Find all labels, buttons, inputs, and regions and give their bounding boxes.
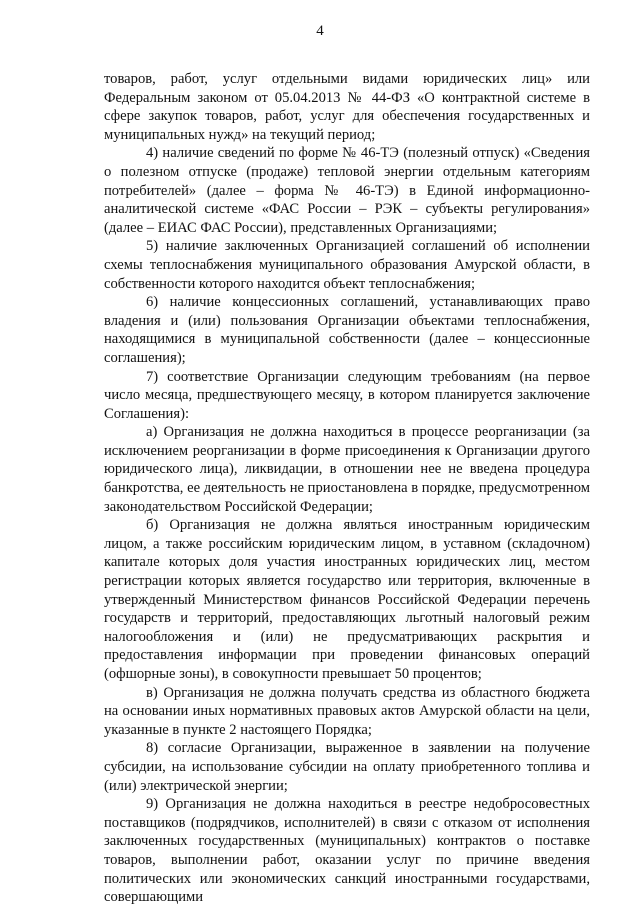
paragraph-subitem-v: в) Организация не должна получать средства из областного бюджета на основании иных нормативных правовых актов Амурской области на цели, указанные в пункте 2 настоящего Порядка; <box>104 684 590 738</box>
paragraph-continuation: товаров, работ, услуг отдельными видами юридических лиц» или Федеральным законом от 05.04.2013 № 44-ФЗ «О контрактной системе в сфере закупок товаров, работ, услуг для обеспечения государственных и муниципальных нужд» на текущий период; <box>104 71 590 143</box>
paragraph-item-5: 5) наличие заключенных Организацией соглашений об исполнении схемы теплоснабжения муниципального образования Амурской области, в собственности которого находится объект теплоснабжения; <box>104 238 590 292</box>
paragraph-item-7: 7) соответствие Организации следующим требованиям (на первое число месяца, предшествующего месяцу, в котором планируется заключение Соглашения): <box>104 368 590 422</box>
page-number: 4 <box>316 23 324 39</box>
document-body <box>104 70 590 907</box>
paragraph-item-9: 9) Организация не должна находиться в реестре недобросовестных поставщиков (подрядчиков, исполнителей) в связи с отказом от исполнения заключенных государственных (муниципальных) контрактов о поставке товаров, выполнении работ, оказании услуг по причине введения политических или экономических санкций иностранными государствами, совершающими <box>104 796 590 906</box>
paragraph-item-6: 6) наличие концессионных соглашений, устанавливающих право владения и (или) пользования Организации объектами теплоснабжения, находящимися в муниципальной собственности (далее – концессионные соглашения); <box>104 294 590 366</box>
paragraph-subitem-a: а) Организация не должна находиться в процессе реорганизации (за исключением реорганизации в форме присоединения к Организации другого юридического лица), ликвидации, в отношении нее не введена процедура банкротства, ее деятельность не приостановлена в порядке, предусмотренном законодательством Российской Федерации; <box>104 424 590 515</box>
paragraph-subitem-b: б) Организация не должна являться иностранным юридическим лицом, а также российским юридическим лицом, в уставном (складочном) капитале которых доля участия иностранных юридических лиц, местом регистрации которых является государство или территория, включенные в утвержденный Министерством финансов Российской Федерации перечень государств и территорий, предоставляющих льготный налоговый режим налогообложения и (или) не предусматривающих раскрытия и предоставления информации при проведении финансовых операций (офшорные зоны), в совокупности превышает 50 процентов; <box>104 517 590 682</box>
paragraph-item-8: 8) согласие Организации, выраженное в заявлении на получение субсидии, на использование субсидии на оплату приобретенного топлива и (или) электрической энергии; <box>104 740 590 794</box>
paragraph-item-4: 4) наличие сведений по форме № 46-ТЭ (полезный отпуск) «Сведения о полезном отпуске (продаже) тепловой энергии отдельным категориям потребителей» (далее – форма № 46-ТЭ) в Единой информационно-аналитической системе «ФАС России – РЭК – субъекты регулирования» (далее – ЕИАС ФАС России), представленных Организациями; <box>104 145 590 236</box>
